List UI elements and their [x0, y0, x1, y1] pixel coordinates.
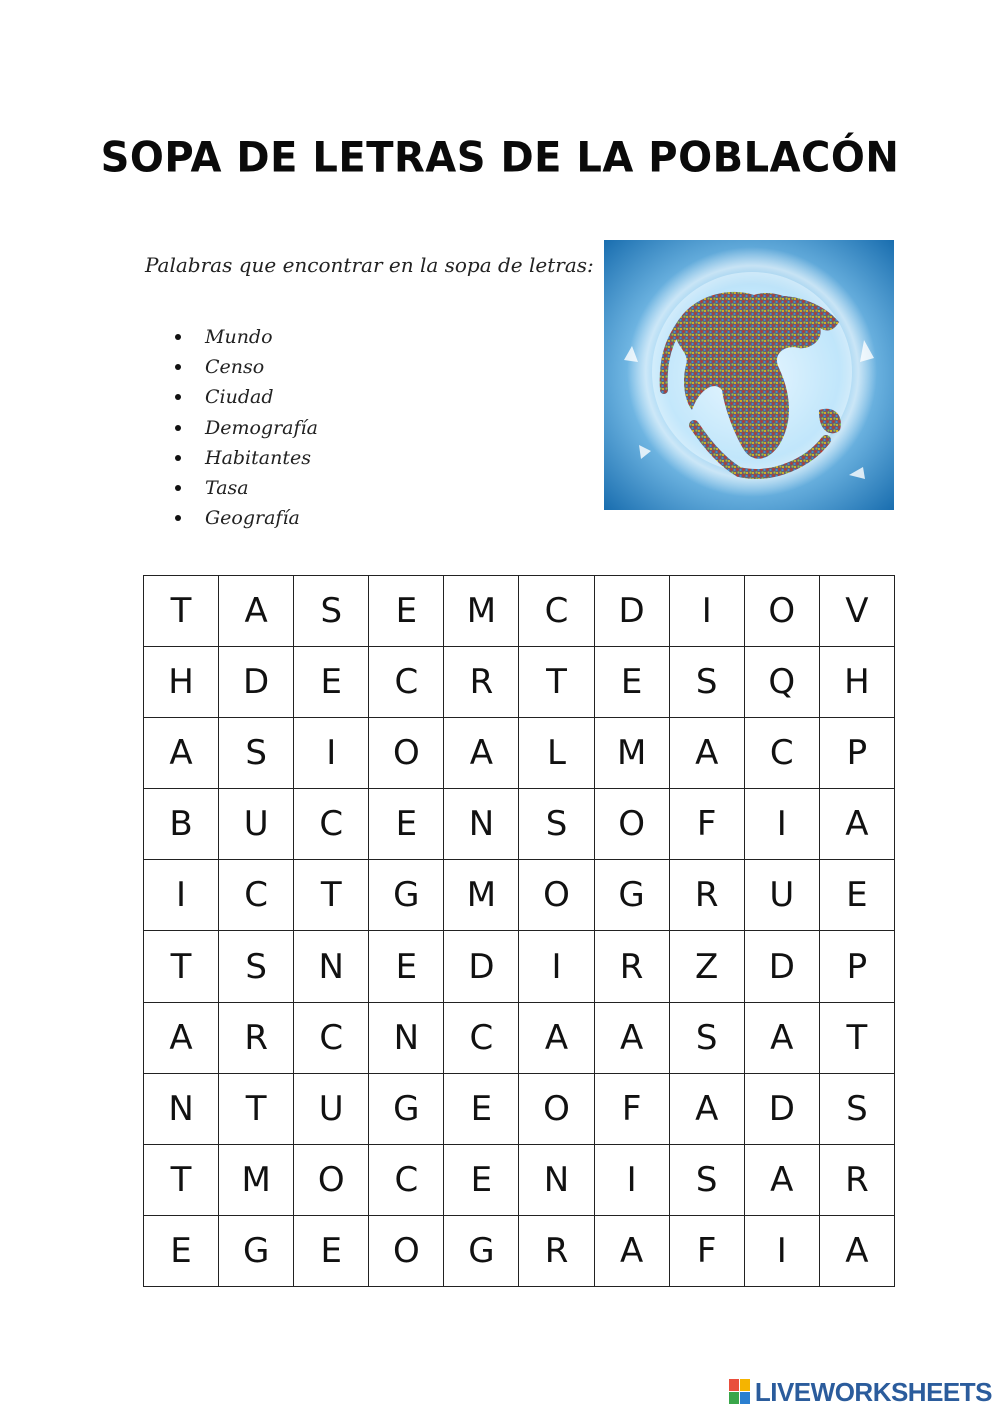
word-label: Mundo — [205, 326, 273, 348]
grid-cell[interactable]: S — [219, 718, 294, 789]
grid-cell[interactable]: E — [294, 1215, 369, 1286]
grid-row — [144, 576, 895, 647]
grid-cell[interactable]: E — [369, 789, 444, 860]
grid-cell[interactable]: E — [444, 1073, 519, 1144]
grid-cell[interactable]: U — [294, 1073, 369, 1144]
grid-row — [144, 647, 895, 718]
grid-cell[interactable]: I — [744, 1215, 819, 1286]
instructions-text: Palabras que encontrar en la sopa de letras: — [145, 253, 594, 277]
grid-cell[interactable]: A — [144, 1002, 219, 1073]
grid-cell[interactable]: D — [744, 1073, 819, 1144]
grid-cell[interactable]: T — [144, 931, 219, 1002]
grid-cell[interactable]: S — [669, 1002, 744, 1073]
grid-cell[interactable]: C — [369, 1144, 444, 1215]
grid-cell[interactable]: C — [744, 718, 819, 789]
grid-cell[interactable]: A — [219, 576, 294, 647]
grid-cell[interactable]: F — [669, 1215, 744, 1286]
word-label: Ciudad — [205, 386, 274, 409]
grid-cell[interactable]: A — [519, 1002, 594, 1073]
grid-cell[interactable]: T — [144, 1144, 219, 1215]
grid-cell[interactable]: A — [594, 1215, 669, 1286]
grid-cell[interactable]: E — [594, 647, 669, 718]
grid-row — [144, 789, 895, 860]
word-list-item — [175, 352, 318, 382]
grid-cell[interactable]: E — [819, 860, 894, 931]
grid-cell[interactable]: S — [294, 576, 369, 647]
bullet-icon — [175, 394, 181, 400]
grid-cell[interactable]: S — [819, 1073, 894, 1144]
grid-cell[interactable]: A — [744, 1144, 819, 1215]
bullet-icon — [175, 425, 181, 431]
grid-cell[interactable]: C — [369, 647, 444, 718]
grid-cell[interactable]: U — [744, 860, 819, 931]
grid-cell[interactable]: U — [219, 789, 294, 860]
grid-cell[interactable]: E — [444, 1144, 519, 1215]
grid-cell[interactable]: A — [669, 1073, 744, 1144]
grid-cell[interactable]: R — [594, 931, 669, 1002]
grid-cell[interactable]: I — [519, 931, 594, 1002]
grid-cell[interactable]: T — [294, 860, 369, 931]
grid-cell[interactable]: N — [144, 1073, 219, 1144]
word-list-item — [175, 413, 318, 443]
grid-cell[interactable]: A — [744, 1002, 819, 1073]
word-label: Demografía — [205, 416, 318, 439]
bullet-icon — [175, 364, 181, 370]
grid-cell[interactable]: F — [594, 1073, 669, 1144]
word-search-grid — [143, 575, 895, 1287]
grid-cell[interactable]: O — [594, 789, 669, 860]
grid-cell[interactable]: G — [594, 860, 669, 931]
grid-cell[interactable]: I — [294, 718, 369, 789]
population-globe-image — [604, 240, 894, 510]
grid-cell[interactable]: M — [594, 718, 669, 789]
grid-cell[interactable]: O — [744, 576, 819, 647]
grid-cell[interactable]: A — [669, 718, 744, 789]
grid-cell[interactable]: T — [219, 1073, 294, 1144]
grid-row — [144, 1144, 895, 1215]
grid-cell[interactable]: H — [819, 647, 894, 718]
grid-cell[interactable]: A — [144, 718, 219, 789]
brand-name: LIVEWORKSHEETS — [754, 1376, 992, 1407]
grid-cell[interactable]: O — [369, 1215, 444, 1286]
grid-cell[interactable]: A — [444, 718, 519, 789]
word-list-item — [175, 503, 318, 533]
grid-cell[interactable]: Z — [669, 931, 744, 1002]
grid-cell[interactable]: L — [519, 718, 594, 789]
grid-cell[interactable]: H — [144, 647, 219, 718]
bullet-icon — [175, 455, 181, 461]
grid-cell[interactable]: N — [519, 1144, 594, 1215]
word-list-item — [175, 382, 318, 412]
grid-row — [144, 1073, 895, 1144]
word-label: Habitantes — [205, 446, 311, 469]
bullet-icon — [175, 334, 181, 340]
grid-cell[interactable]: O — [519, 1073, 594, 1144]
grid-cell[interactable]: T — [819, 1002, 894, 1073]
grid-cell[interactable]: R — [519, 1215, 594, 1286]
page-title: SOPA DE LETRAS DE LA POBLACÓN — [100, 133, 900, 183]
grid-cell[interactable]: R — [444, 647, 519, 718]
word-label: Tasa — [205, 476, 249, 499]
grid-cell[interactable]: I — [144, 860, 219, 931]
word-label: Geografía — [205, 507, 300, 530]
grid-cell[interactable]: R — [669, 860, 744, 931]
grid-cell[interactable]: N — [369, 1002, 444, 1073]
grid-cell[interactable]: I — [594, 1144, 669, 1215]
grid-cell[interactable]: A — [594, 1002, 669, 1073]
word-list — [175, 322, 318, 533]
word-list-item — [175, 473, 318, 503]
grid-cell[interactable]: N — [444, 789, 519, 860]
grid-cell[interactable]: P — [819, 931, 894, 1002]
grid-cell[interactable]: M — [444, 576, 519, 647]
grid-row — [144, 860, 895, 931]
grid-cell[interactable]: M — [219, 1144, 294, 1215]
grid-cell[interactable]: D — [594, 576, 669, 647]
grid-cell[interactable]: S — [219, 931, 294, 1002]
grid-cell[interactable]: M — [444, 860, 519, 931]
grid-cell[interactable]: I — [669, 576, 744, 647]
grid-cell[interactable]: C — [294, 789, 369, 860]
grid-cell[interactable]: C — [519, 576, 594, 647]
grid-row — [144, 718, 895, 789]
grid-cell[interactable]: R — [819, 1144, 894, 1215]
grid-cell[interactable]: N — [294, 931, 369, 1002]
grid-row — [144, 1002, 895, 1073]
grid-cell[interactable]: D — [744, 931, 819, 1002]
grid-cell[interactable]: G — [369, 1073, 444, 1144]
grid-cell[interactable]: E — [369, 931, 444, 1002]
grid-cell[interactable]: G — [444, 1215, 519, 1286]
grid-cell[interactable]: T — [519, 647, 594, 718]
grid-cell[interactable]: V — [819, 576, 894, 647]
grid-cell[interactable]: I — [744, 789, 819, 860]
bullet-icon — [175, 515, 181, 521]
liveworksheets-logo-icon — [729, 1379, 751, 1405]
grid-cell[interactable]: S — [519, 789, 594, 860]
word-list-item — [175, 322, 318, 352]
brand-logo — [729, 1376, 992, 1408]
grid-cell[interactable]: C — [444, 1002, 519, 1073]
grid-cell[interactable]: E — [369, 576, 444, 647]
grid-cell[interactable]: R — [219, 1002, 294, 1073]
grid-cell[interactable]: D — [219, 647, 294, 718]
bullet-icon — [175, 485, 181, 491]
grid-cell[interactable]: P — [819, 718, 894, 789]
grid-cell[interactable]: E — [294, 647, 369, 718]
grid-cell[interactable]: T — [144, 576, 219, 647]
word-label: Censo — [205, 356, 265, 379]
word-list-item — [175, 443, 318, 473]
grid-cell[interactable]: S — [669, 647, 744, 718]
grid-cell[interactable]: C — [219, 860, 294, 931]
grid-cell[interactable]: A — [819, 789, 894, 860]
grid-cell[interactable]: S — [669, 1144, 744, 1215]
grid-row — [144, 1215, 895, 1286]
grid-cell[interactable]: E — [144, 1215, 219, 1286]
grid-cell[interactable]: D — [444, 931, 519, 1002]
grid-cell[interactable]: G — [219, 1215, 294, 1286]
grid-cell[interactable]: A — [819, 1215, 894, 1286]
grid-cell[interactable]: F — [669, 789, 744, 860]
grid-cell[interactable]: B — [144, 789, 219, 860]
grid-cell[interactable]: O — [294, 1144, 369, 1215]
grid-cell[interactable]: O — [519, 860, 594, 931]
grid-cell[interactable]: C — [294, 1002, 369, 1073]
grid-cell[interactable]: G — [369, 860, 444, 931]
grid-cell[interactable]: O — [369, 718, 444, 789]
grid-cell[interactable]: Q — [744, 647, 819, 718]
grid-row — [144, 931, 895, 1002]
